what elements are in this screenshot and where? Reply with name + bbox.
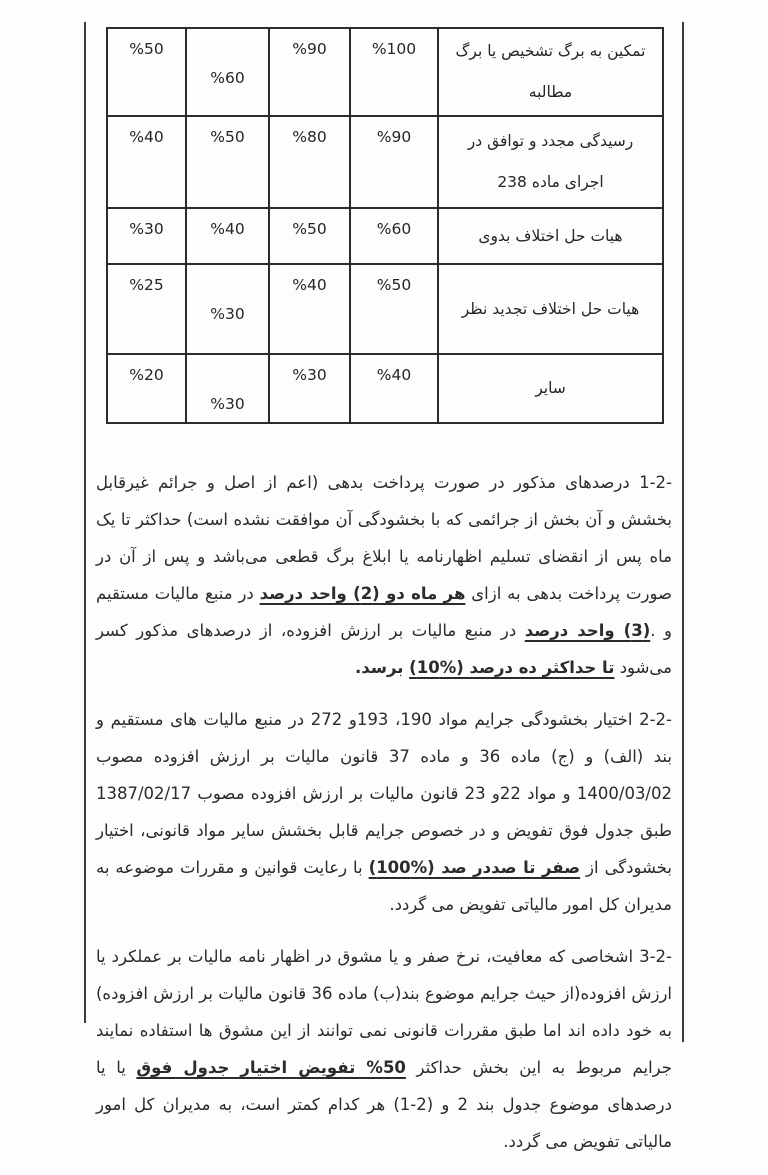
paragraph	[96, 701, 672, 923]
row-label-cell: رسیدگی مجدد و توافق در اجرای ماده 238	[438, 116, 663, 208]
percentage-value-cell: %30	[186, 264, 269, 354]
paragraph-number: 3-2-	[639, 947, 673, 966]
percentage-value-cell: %90	[350, 116, 438, 208]
emphasized-text-segment: (3) واحد درصد	[524, 621, 651, 640]
table-row	[107, 28, 663, 116]
penalty-forgiveness-table	[106, 27, 664, 424]
table-row	[107, 354, 663, 423]
text-segment: یا یا درصدهای موضوع جدول بند 2 و (2-1) هر کدام کمتر است، به مدیران کل امور مالیاتی تفویض می گردد.	[96, 1058, 672, 1151]
page-border-left-rule	[84, 22, 86, 1023]
table-row	[107, 264, 663, 354]
percentage-value-cell: %40	[186, 208, 269, 264]
percentage-value-cell: %25	[107, 264, 186, 354]
percentage-value-cell: %50	[186, 116, 269, 208]
text-segment: در منبع مالیات مستقیم و .	[96, 584, 672, 640]
emphasized-text-segment: هر ماه دو (2) واحد درصد	[259, 584, 466, 603]
percentage-value-cell: %30	[269, 354, 350, 423]
percentage-value-cell: %40	[107, 116, 186, 208]
percentage-value-cell: %30	[107, 208, 186, 264]
row-label-cell: تمکین به برگ تشخیص یا برگ مطالبه	[438, 28, 663, 116]
table-row	[107, 116, 663, 208]
paragraph-number: 1-2-	[639, 473, 672, 492]
text-segment: اشخاصی که معافیت، نرخ صفر و یا مشوق در اظهار نامه مالیات بر عملکرد یا ارزش افزوده(از حیث جرایم موضوع بند(ب) ماده 36 قانون مالیات بر ارزش افزوده) به خود داده اند اما طبق مقررات قانونی نمی توانند از این مشوق ها استفاده نمایند جرایم مربوط به این بخش حداکثر	[96, 947, 673, 1077]
paragraph-number: 2-2-	[639, 710, 673, 729]
row-label-cell: هیات حل اختلاف بدوی	[438, 208, 663, 264]
text-segment: درصدهای مذکور در صورت پرداخت بدهی (اعم از اصل و جرائم غیرقابل بخشش و آن بخش از جرائمی که با بخشودگی آن موافقت نشده است) حداکثر تا یک ماه پس از انقضای تسلیم اظهارنامه یا ابلاغ برگ قطعی می‌باشد و پس از آن در صورت پرداخت بدهی به ازای	[96, 473, 672, 603]
percentage-value-cell: %90	[269, 28, 350, 116]
text-segment: اختیار بخشودگی جرایم مواد 190، 193و 272 در منبع مالیات های مستقیم و بند (الف) و (ج) ماده 36 و ماده 37 قانون مالیات بر ارزش افزوده مصوب 1400/03/02 و مواد 22و 23 قانون مالیات بر ارزش افزوده مصوب 1387/02/17 طبق جدول فوق تفویض و در خصوص جرایم قابل بخشش سایر مواد قانونی، اختیار بخشودگی از	[96, 710, 673, 877]
percentage-value-cell: %50	[269, 208, 350, 264]
text-segment: با رعایت قوانین و مقررات موضوعه به مدیران کل امور مالیاتی تفویض می گردد.	[96, 858, 672, 914]
emphasized-text-segment: تا حداکثر ده درصد (%10)	[409, 658, 615, 677]
percentage-value-cell: %80	[269, 116, 350, 208]
text-segment: در منبع مالیات بر ارزش افزوده، از درصدهای مذکور کسر می‌شود	[96, 621, 672, 677]
emphasized-text-segment: 50% تفویض اختیار جدول فوق	[136, 1058, 406, 1077]
percentage-value-cell: %30	[186, 354, 269, 423]
percentage-value-cell: %40	[350, 354, 438, 423]
percentage-value-cell: %60	[186, 28, 269, 116]
percentage-value-cell: %50	[350, 264, 438, 354]
percentage-value-cell: %100	[350, 28, 438, 116]
paragraph	[96, 464, 672, 686]
emphasized-text-segment: برسد.	[354, 658, 410, 677]
emphasized-text-segment: صفر تا صددر صد (%100)	[368, 858, 581, 877]
percentage-value-cell: %60	[350, 208, 438, 264]
percentage-value-cell: %20	[107, 354, 186, 423]
body-text	[96, 464, 672, 1175]
paragraph	[96, 938, 672, 1160]
row-label-cell: هیات حل اختلاف تجدید نظر	[438, 264, 663, 354]
percentage-value-cell: %50	[107, 28, 186, 116]
row-label-cell: سایر	[438, 354, 663, 423]
percentage-value-cell: %40	[269, 264, 350, 354]
page-border-right-rule	[682, 22, 684, 1042]
table-row	[107, 208, 663, 264]
